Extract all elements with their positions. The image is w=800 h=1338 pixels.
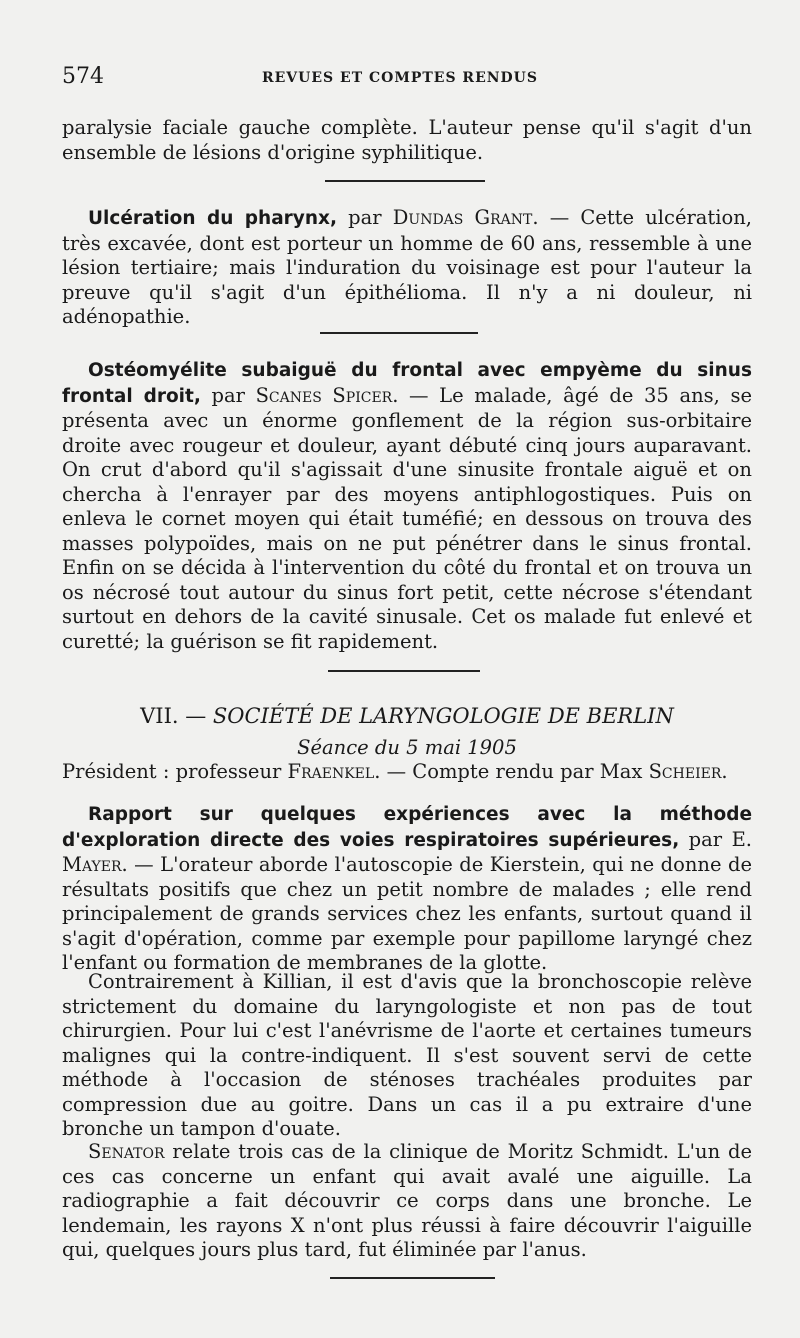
par-text: par (337, 206, 393, 229)
article-author: Scanes Spicer (255, 383, 393, 407)
paragraph-senator (62, 1140, 752, 1263)
president-line (62, 760, 752, 783)
paragraph-facial-paralysis (62, 116, 752, 165)
president-prefix: Président : professeur (62, 760, 288, 783)
reporter-end: . (721, 760, 728, 783)
article-osteomyelite (62, 358, 752, 654)
page-header (62, 64, 752, 94)
article-text: . — Le malade, âgé de 35 ans, se présenta avec un énorme gonflement de la région sus-orbitaire droite avec rougeur et douleur, ayant débuté cinq jours auparavant. On crut d'abord qu'il s'agissait d'une sinusite frontale aiguë et on chercha à l'enrayer par des moyens antiphlogostiques. Puis on enleva le cornet moyen qui était tuméfié; en dessous on trouva des masses polypoïdes, mais on ne put pénétrer dans le sinus frontal. Enfin on se décida à l'intervention du côté du frontal et on trouva un os nécrosé tout autour du sinus fort petit, cette nécrose s'étendant surtout en dehors de la cavité sinusale. Cet os malade fut enlevé et curetté; la guérison se fit rapidement. (62, 383, 753, 653)
page-number: 574 (62, 64, 104, 89)
article-rapport-exploration (62, 802, 752, 976)
author-name: Senator (88, 1140, 165, 1163)
article-author: Dundas Grant (392, 206, 533, 229)
separator-rule (320, 332, 478, 334)
reporter-prefix: . — Compte rendu par Max (374, 760, 649, 783)
paragraph-text: Contrairement à Killian, il est d'avis que la bronchoscopie relève strictement du domaine du laryngologiste et non pas de tout chirurgien. Pour lui c'est l'anévrisme de l'aorte et certaines tumeurs malignes qui la contre-indiquent. Il s'est souvent servi de cette méthode à l'occasion de sténoses trachéales produites par compression due au goitre. Dans un cas il a pu extraire d'une bronche un tampon d'ouate. (62, 970, 752, 1140)
separator-rule (330, 1277, 495, 1279)
article-text: . — Cette ulcération, très excavée, dont est porteur un homme de 60 ans, ressemble à une lésion tertiaire; mais l'induration du voisinage est pour l'auteur la preuve qu'il s'agit d'un épithélioma. Il n'y a ni douleur, ni adénopathie. (62, 206, 753, 328)
paragraph-text: relate trois cas de la clinique de Moritz Schmidt. L'un de ces cas concerne un enfant qui avait avalé une aiguille. La radiographie a fait découvrir ce corps dans une bronche. Le lendemain, les rayons X n'ont plus réussi à faire découvrir l'aiguille qui, quelques jours plus tard, fut éliminée par l'anus. (62, 1140, 752, 1261)
article-title: Ostéomyélite subaiguë du frontal avec empyème du sinus frontal droit, (62, 360, 752, 407)
article-ulceration-pharynx (62, 206, 752, 330)
par-text: par E. (679, 827, 753, 851)
separator-rule (328, 670, 480, 672)
running-title: REVUES ET COMPTES RENDUS (262, 70, 538, 86)
section-heading (62, 704, 752, 728)
section-title: SOCIÉTÉ DE LARYNGOLOGIE DE BERLIN (212, 704, 674, 728)
separator-rule (325, 180, 485, 182)
article-title: Ulcération du pharynx, (88, 208, 337, 229)
section-number: VII. — (140, 704, 213, 728)
president-name: Fraenkel (287, 760, 375, 783)
reporter-name: Scheier (648, 760, 722, 783)
paragraph-text: paralysie faciale gauche complète. L'auteur pense qu'il s'agit d'un ensemble de lésions d'origine syphilitique. (62, 116, 752, 164)
article-text: . — L'orateur aborde l'autoscopie de Kierstein, qui ne donne de résultats positifs que chez un petit nombre de malades ; elle rend principalement de grands services chez les enfants, surtout quand il s'agit d'opération, comme par exemple pour papillome laryngé chez l'enfant ou formation de membranes de la glotte. (62, 853, 752, 974)
paragraph-bronchoscopie (62, 970, 752, 1142)
session-date: Séance du 5 mai 1905 (297, 736, 517, 759)
par-text: par (200, 383, 256, 407)
article-title: Rapport sur quelques expériences avec la méthode d'exploration directe des voies respiratoires supérieures, (62, 804, 752, 851)
article-author: Mayer (62, 853, 122, 876)
